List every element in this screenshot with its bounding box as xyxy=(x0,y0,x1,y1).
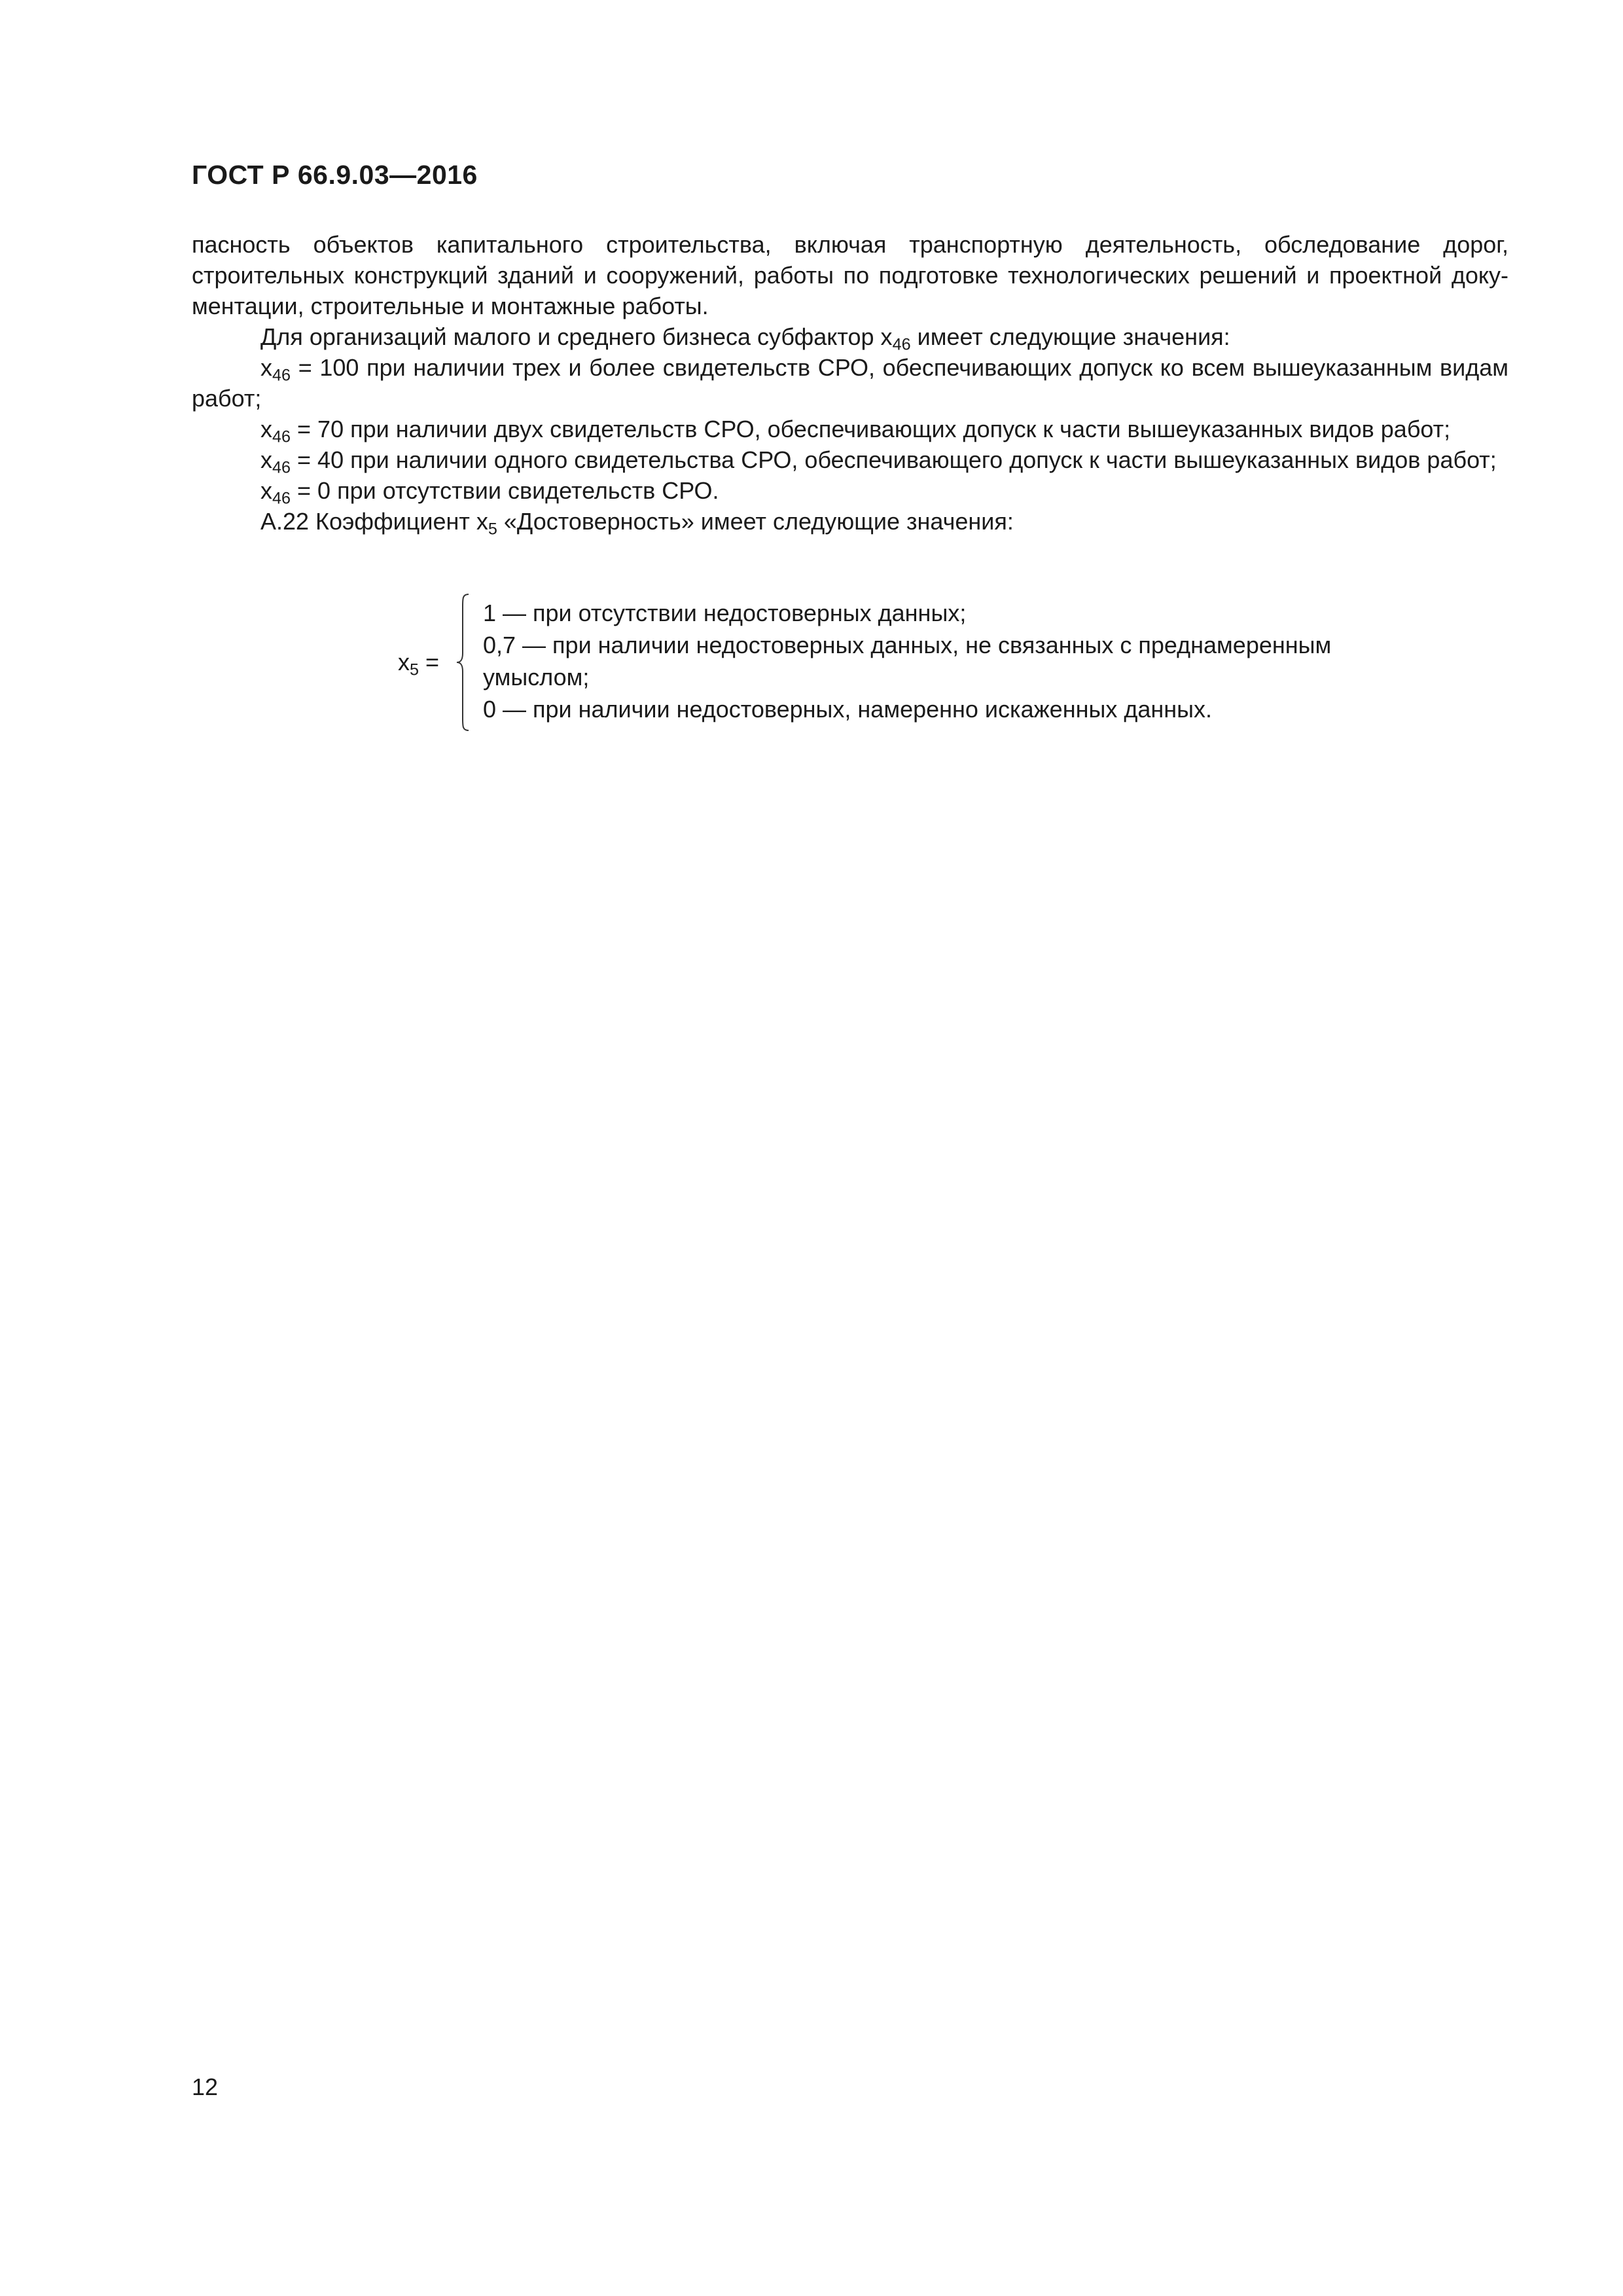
case-line: умыслом; xyxy=(483,664,590,691)
formula-cases xyxy=(483,597,1331,725)
paragraph-clause-a22 xyxy=(192,506,1508,537)
page-number: 12 xyxy=(192,2073,219,2100)
subscript: 46 xyxy=(272,458,291,477)
case-line: 1 — при отсутствии недостоверных данных; xyxy=(483,600,967,626)
text-fragment: = 0 при отсутствии свидетельств СРО. xyxy=(291,477,719,504)
equals-sign: = xyxy=(419,649,440,675)
variable: x xyxy=(260,354,272,381)
text-fragment: = 70 при наличии двух свидетельств СРО, обеспечивающих допуск к части вышеуказанных видов работ; xyxy=(291,416,1451,442)
paragraph-value-70 xyxy=(192,414,1508,444)
paragraph-value-100 xyxy=(192,352,1508,414)
subscript: 46 xyxy=(272,489,291,508)
variable: x xyxy=(398,649,410,675)
left-brace-icon xyxy=(455,593,471,732)
subscript: 5 xyxy=(488,520,497,539)
subscript: 46 xyxy=(272,366,291,385)
paragraph-value-0 xyxy=(192,475,1508,506)
text-fragment: = 40 при наличии одного свидетельства СРО, обеспечивающего допуск к части вышеуказанных видов работ; xyxy=(291,446,1497,473)
text-fragment: А.22 Коэффициент x xyxy=(260,508,488,535)
subscript: 46 xyxy=(272,427,291,446)
piecewise-formula xyxy=(398,589,1458,740)
case-line: 0,7 — при наличии недостоверных данных, не связанных с преднамеренным xyxy=(483,632,1332,658)
variable: x xyxy=(260,416,272,442)
subscript: 5 xyxy=(410,660,419,679)
text-fragment: = 100 при наличии трех и более свидетельств СРО, обеспечивающих допуск ко всем вышеуказанным видам работ; xyxy=(192,354,1508,412)
document-code-header: ГОСТ Р 66.9.03—2016 xyxy=(192,160,478,190)
variable: x xyxy=(260,477,272,504)
paragraph-subfactor-intro xyxy=(192,321,1508,352)
paragraph-continuation: пасность объектов капитального строительства, включая транспортную деятельность, обследование дорог, строительных конструкций зданий и сооружений, работы по подготовке технологических решений и проектной доку-ментации, строительные и монтажные работы. xyxy=(192,231,1508,319)
text-fragment: имеет следующие значения: xyxy=(910,323,1230,350)
variable: x xyxy=(260,446,272,473)
text-fragment: Для организаций малого и среднего бизнеса субфактор x xyxy=(260,323,893,350)
case-line: 0 — при наличии недостоверных, намеренно искаженных данных. xyxy=(483,696,1212,723)
subscript: 46 xyxy=(892,335,911,354)
formula-lhs xyxy=(398,647,439,677)
paragraph-value-40 xyxy=(192,444,1508,475)
document-body xyxy=(192,229,1508,537)
text-fragment: «Достоверность» имеет следующие значения: xyxy=(497,508,1014,535)
